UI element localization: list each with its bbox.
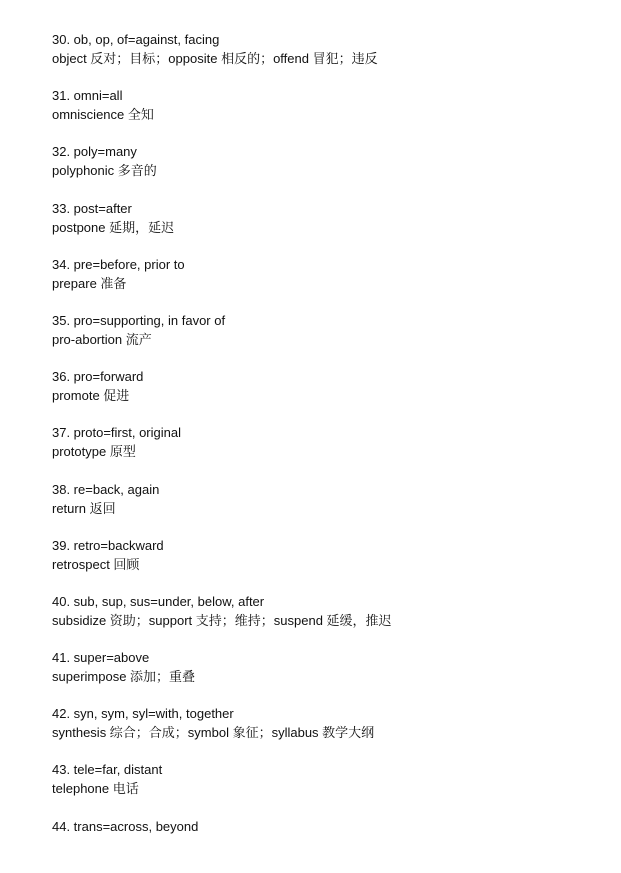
list-item bbox=[52, 480, 592, 536]
example-line: return 返回 bbox=[52, 500, 116, 516]
prefix-heading: 39. retro=backward bbox=[52, 537, 164, 553]
list-item bbox=[52, 311, 592, 367]
prefix-heading: 32. poly=many bbox=[52, 144, 137, 160]
prefix-heading: 36. pro=forward bbox=[52, 369, 144, 385]
document-page bbox=[52, 30, 592, 873]
example-line: pro-abortion 流产 bbox=[52, 331, 152, 347]
list-item bbox=[52, 142, 592, 198]
prefix-heading: 43. tele=far, distant bbox=[52, 762, 163, 778]
list-item bbox=[52, 423, 592, 479]
prefix-heading: 41. super=above bbox=[52, 650, 150, 666]
list-item bbox=[52, 199, 592, 255]
example-line: polyphonic 多音的 bbox=[52, 163, 157, 179]
list-item bbox=[52, 536, 592, 592]
list-item bbox=[52, 704, 592, 760]
example-line: prototype 原型 bbox=[52, 444, 136, 460]
example-line: synthesis 综合；合成；symbol 象征；syllabus 教学大纲 bbox=[52, 725, 375, 741]
list-item bbox=[52, 30, 592, 86]
prefix-heading: 30. ob, op, of=against, facing bbox=[52, 32, 220, 47]
example-line: retrospect 回顾 bbox=[52, 556, 140, 572]
list-item bbox=[52, 255, 592, 311]
example-line: superimpose 添加；重叠 bbox=[52, 669, 196, 685]
prefix-heading: 42. syn, sym, syl=with, together bbox=[52, 706, 234, 722]
prefix-heading: 31. omni=all bbox=[52, 88, 123, 104]
list-item bbox=[52, 760, 592, 816]
example-line: prepare 准备 bbox=[52, 275, 127, 291]
example-line: telephone 电话 bbox=[52, 781, 139, 797]
example-line: promote 促进 bbox=[52, 388, 130, 404]
list-item bbox=[52, 648, 592, 704]
list-item bbox=[52, 367, 592, 423]
list-item bbox=[52, 817, 592, 873]
list-item bbox=[52, 86, 592, 142]
example-line: object 反对；目标；opposite 相反的；offend 冒犯；违反 bbox=[52, 51, 378, 66]
prefix-heading: 37. proto=first, original bbox=[52, 425, 181, 441]
example-line: postpone 延期，延迟 bbox=[52, 219, 175, 235]
prefix-heading: 40. sub, sup, sus=under, below, after bbox=[52, 593, 265, 609]
example-line: subsidize 资助；support 支持；维持；suspend 延缓，推迟 bbox=[52, 612, 392, 628]
prefix-heading: 33. post=after bbox=[52, 200, 132, 216]
prefix-heading: 44. trans=across, beyond bbox=[52, 818, 199, 834]
prefix-heading: 35. pro=supporting, in favor of bbox=[52, 312, 226, 328]
prefix-heading: 38. re=back, again bbox=[52, 481, 160, 497]
prefix-heading: 34. pre=before, prior to bbox=[52, 256, 185, 272]
example-line: omniscience 全知 bbox=[52, 107, 154, 123]
list-item bbox=[52, 592, 592, 648]
